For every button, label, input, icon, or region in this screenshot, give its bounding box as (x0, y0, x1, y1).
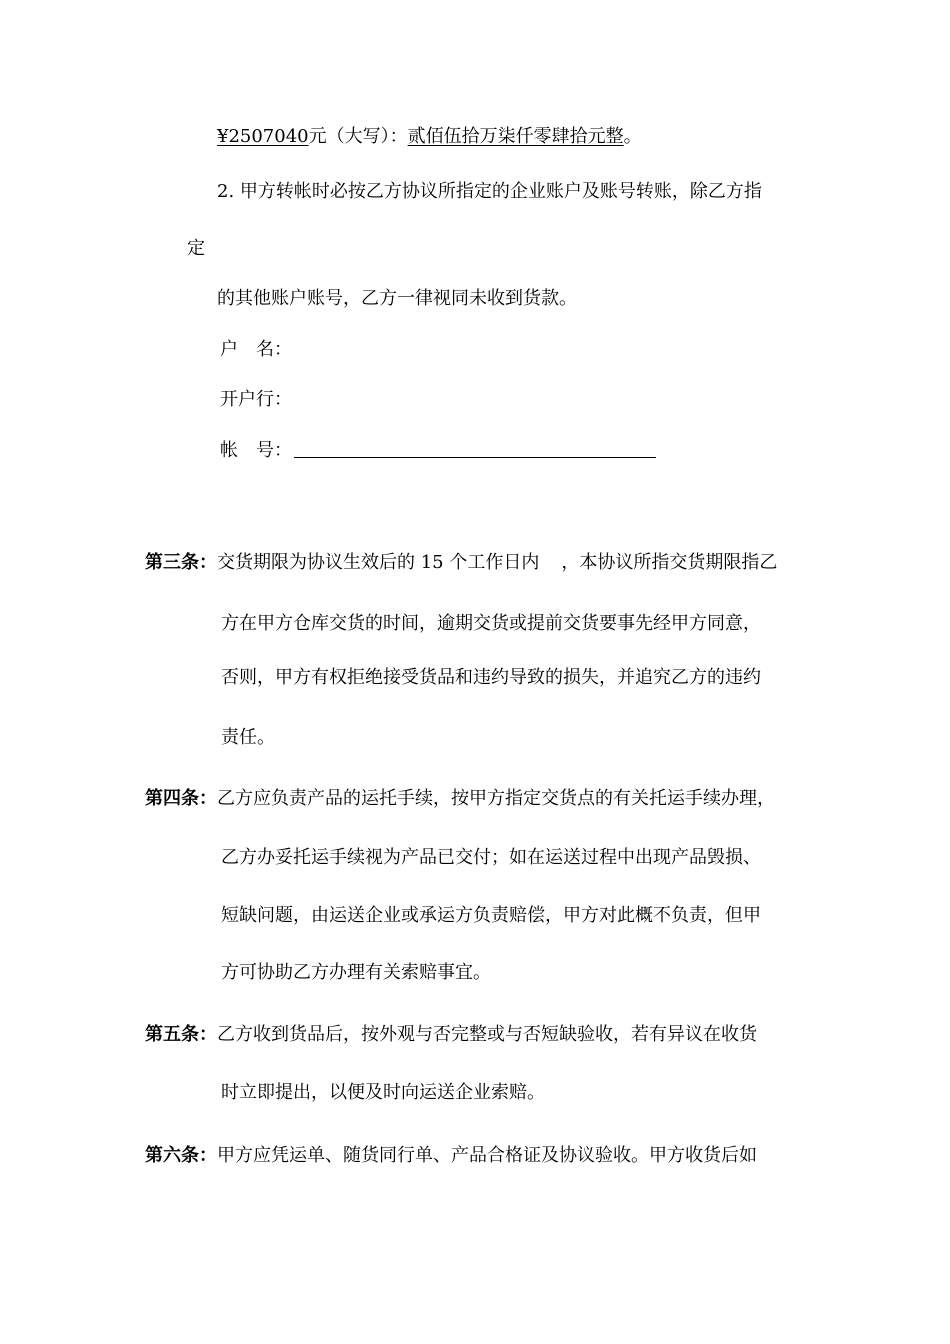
article-3-line1 (145, 551, 777, 575)
article-5-text: 乙方收到货品后，按外观与否完整或与否短缺验收，若有异议在收货 (217, 1024, 757, 1045)
account-number-field (220, 439, 656, 463)
amount-line (217, 125, 642, 149)
account-no-label-b: 号： (256, 440, 292, 461)
amount-words: 贰佰伍拾万柒仟零肆拾元整 (407, 126, 624, 147)
article-4-line3: 短缺问题，由运送企业或承运方负责赔偿，甲方对此概不负责，但甲 (221, 905, 761, 926)
account-no-label-a: 帐 (220, 440, 238, 461)
article-3-text: 交货期限为协议生效后的 15 个工作日内 (217, 552, 540, 573)
article-3-text: ，本协议所指交货期限指乙 (561, 552, 778, 573)
article-5-label: 第五条： (145, 1024, 217, 1045)
account-name-label-b: 名： (256, 339, 292, 360)
amount-end: 。 (623, 126, 642, 147)
article-3-line3: 否则，甲方有权拒绝接受货品和违约导致的损失，并追究乙方的违约 (221, 667, 761, 688)
clause2-line3: 的其他账户账号，乙方一律视同未收到货款。 (217, 288, 577, 309)
clause2-line1: 2. 甲方转帐时必按乙方协议所指定的企业账户及账号转账，除乙方指 (217, 181, 762, 202)
account-name-label-a: 户 (220, 339, 238, 360)
bank-field: 开户行： (220, 389, 292, 410)
article-6-text: 甲方应凭运单、随货同行单、产品合格证及协议验收。甲方收货后如 (217, 1145, 757, 1166)
article-6-label: 第六条： (145, 1145, 217, 1166)
article-4-label: 第四条： (145, 788, 217, 809)
article-4-line4: 方可协助乙方办理有关索赔事宜。 (221, 962, 491, 983)
article-4-line1 (145, 787, 775, 811)
article-3-line2: 方在甲方仓库交货的时间，逾期交货或提前交货要事先经甲方同意， (221, 613, 761, 634)
account-number-blank (294, 439, 656, 458)
amount-numeric: ¥2507040 (217, 126, 309, 147)
article-4-text: 乙方应负责产品的运托手续，按甲方指定交货点的有关托运手续办理， (217, 788, 775, 809)
clause2-line2: 定 (187, 238, 205, 259)
article-5-line2: 时立即提出，以便及时向运送企业索赔。 (221, 1082, 545, 1103)
amount-mid: 元（大写）： (308, 126, 408, 147)
article-4-line2: 乙方办妥托运手续视为产品已交付；如在运送过程中出现产品毁损、 (221, 847, 761, 868)
account-name-field (220, 338, 292, 362)
article-5-line1 (145, 1023, 757, 1047)
article-3-label: 第三条： (145, 552, 217, 573)
article-6-line1 (145, 1144, 757, 1168)
article-3-line4: 责任。 (221, 727, 275, 748)
